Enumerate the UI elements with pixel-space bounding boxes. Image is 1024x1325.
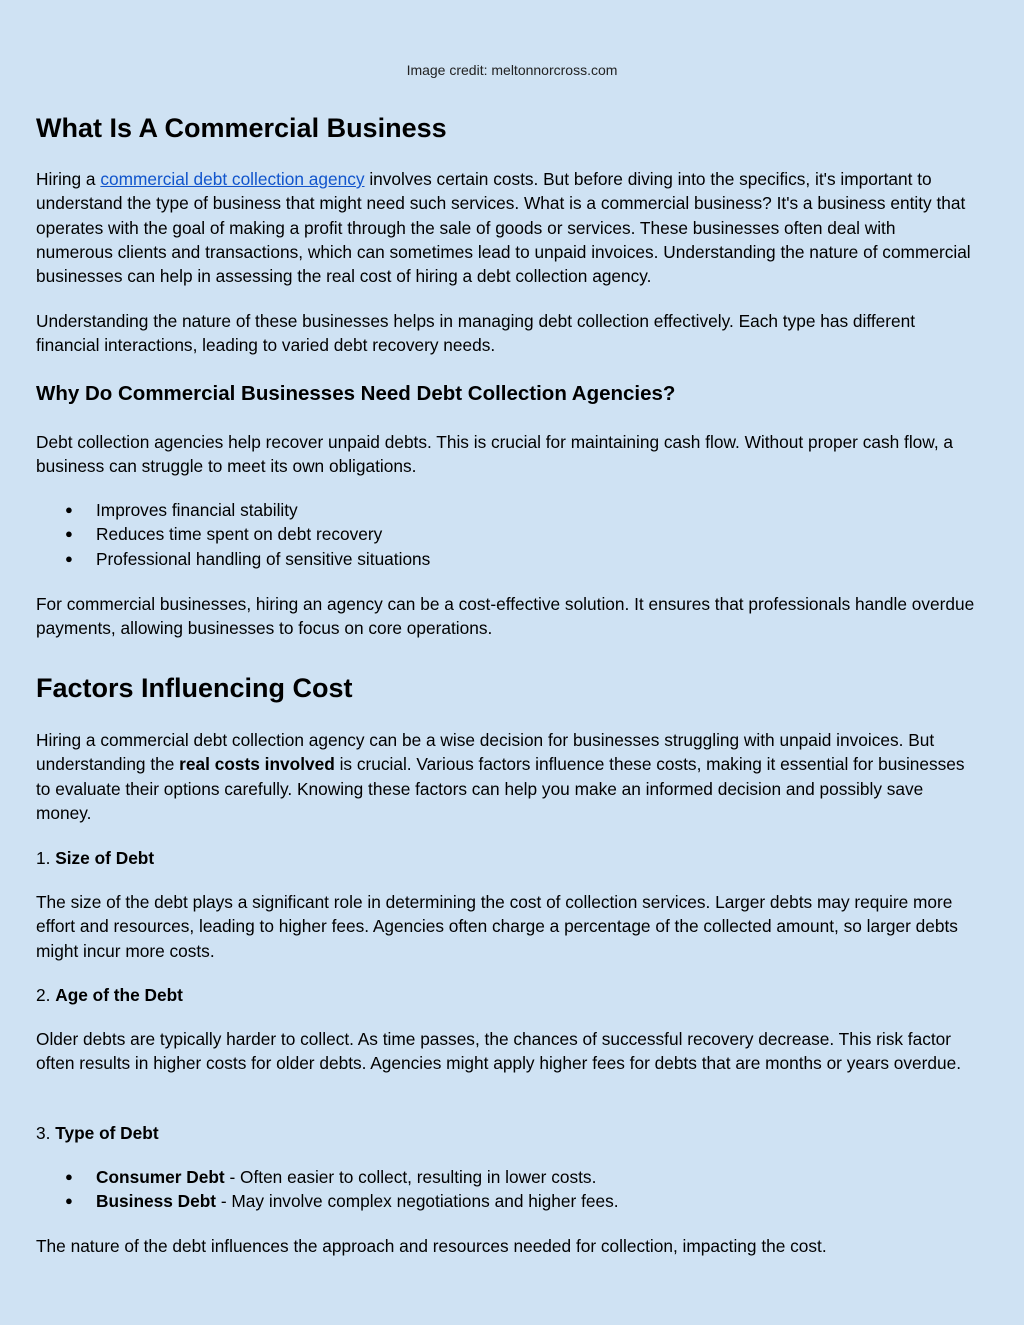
debt-type-term: Business Debt: [96, 1191, 217, 1212]
factor-label-size: [36, 846, 976, 870]
benefits-list: [36, 498, 976, 571]
debt-type-description: - May involve complex negotiations and higher fees.: [216, 1191, 619, 1212]
paragraph-agencies-help: Debt collection agencies help recover unpaid debts. This is crucial for maintaining cash flow. Without proper cash flow, a business can struggle to meet its own obligations.: [36, 432, 954, 477]
factors-intro-bold: real costs involved: [179, 754, 335, 775]
paragraph-intro-prefix: Hiring a: [36, 169, 101, 189]
factor-number: 3.: [36, 1123, 56, 1143]
subheading-why-need-agencies: Why Do Commercial Businesses Need Debt Collection Agencies?: [36, 382, 676, 405]
factor-label-age: [36, 983, 976, 1007]
debt-types-list: [36, 1165, 976, 1214]
list-item: [36, 1165, 976, 1189]
paragraph-business-nature: Understanding the nature of these businesses helps in managing debt collection effectively. Each type has different financial interactions, leading to varied debt recovery needs.: [36, 311, 916, 356]
list-item: ● Professional handling of sensitive situations: [36, 547, 976, 571]
debt-type-description: - Often easier to collect, resulting in lower costs.: [224, 1167, 597, 1187]
commercial-debt-collection-agency-link[interactable]: commercial debt collection agency: [100, 169, 365, 189]
factor-label-type: [36, 1121, 976, 1145]
section-heading-commercial-business: What Is A Commercial Business: [36, 113, 447, 143]
paragraph-size-of-debt: The size of the debt plays a significant role in determining the cost of collection services. Larger debts may require more effort and resources, leading to higher fees. Agencies often charge a percentage of the collected amount, so larger debts might incur more costs.: [36, 892, 958, 961]
factors-intro-suffix: is crucial. Various factors influence these costs, making it essential for businesses to evaluate their options carefully. Knowing these factors can help you make an informed decision and possibly save money.: [36, 754, 965, 823]
paragraph-factors-intro: [36, 728, 976, 825]
paragraph-closing: The nature of the debt influences the approach and resources needed for collection, impacting the cost.: [36, 1236, 827, 1256]
list-item: [36, 1189, 976, 1213]
factor-title: Type of Debt: [55, 1123, 159, 1143]
debt-type-term: Consumer Debt: [96, 1167, 225, 1187]
section-heading-factors: Factors Influencing Cost: [36, 673, 353, 703]
factor-number: 2.: [36, 985, 56, 1005]
list-item: ● Improves financial stability: [36, 498, 976, 522]
factor-title: Age of the Debt: [55, 985, 183, 1005]
paragraph-intro: [36, 167, 976, 288]
paragraph-cost-effective: For commercial businesses, hiring an agency can be a cost-effective solution. It ensures that professionals handle overdue payments, allowing businesses to focus on core operations.: [36, 594, 975, 639]
factor-number: 1.: [36, 848, 56, 868]
factors-intro-prefix: Hiring a commercial debt collection agency can be a wise decision for businesses struggling with unpaid invoices. But understanding the: [36, 730, 935, 775]
factor-title: Size of Debt: [55, 848, 155, 868]
list-item: ● Reduces time spent on debt recovery: [36, 522, 976, 546]
image-credit: Image credit: meltonnorcross.com: [406, 62, 618, 78]
paragraph-intro-suffix: involves certain costs. But before diving into the specifics, it's important to understand the type of business that might need such services. What is a commercial business? It's a business entity that operates with the goal of making a profit through the sale of goods or services. These businesses often deal with numerous clients and transactions, which can sometimes lead to unpaid invoices. Understanding the nature of commercial businesses can help in assessing the real cost of hiring a debt collection agency.: [36, 169, 971, 287]
paragraph-age-of-debt: Older debts are typically harder to collect. As time passes, the chances of successful recovery decrease. This risk factor often results in higher costs for older debts. Agencies might apply higher fees for debts that are months or years overdue.: [36, 1029, 962, 1074]
